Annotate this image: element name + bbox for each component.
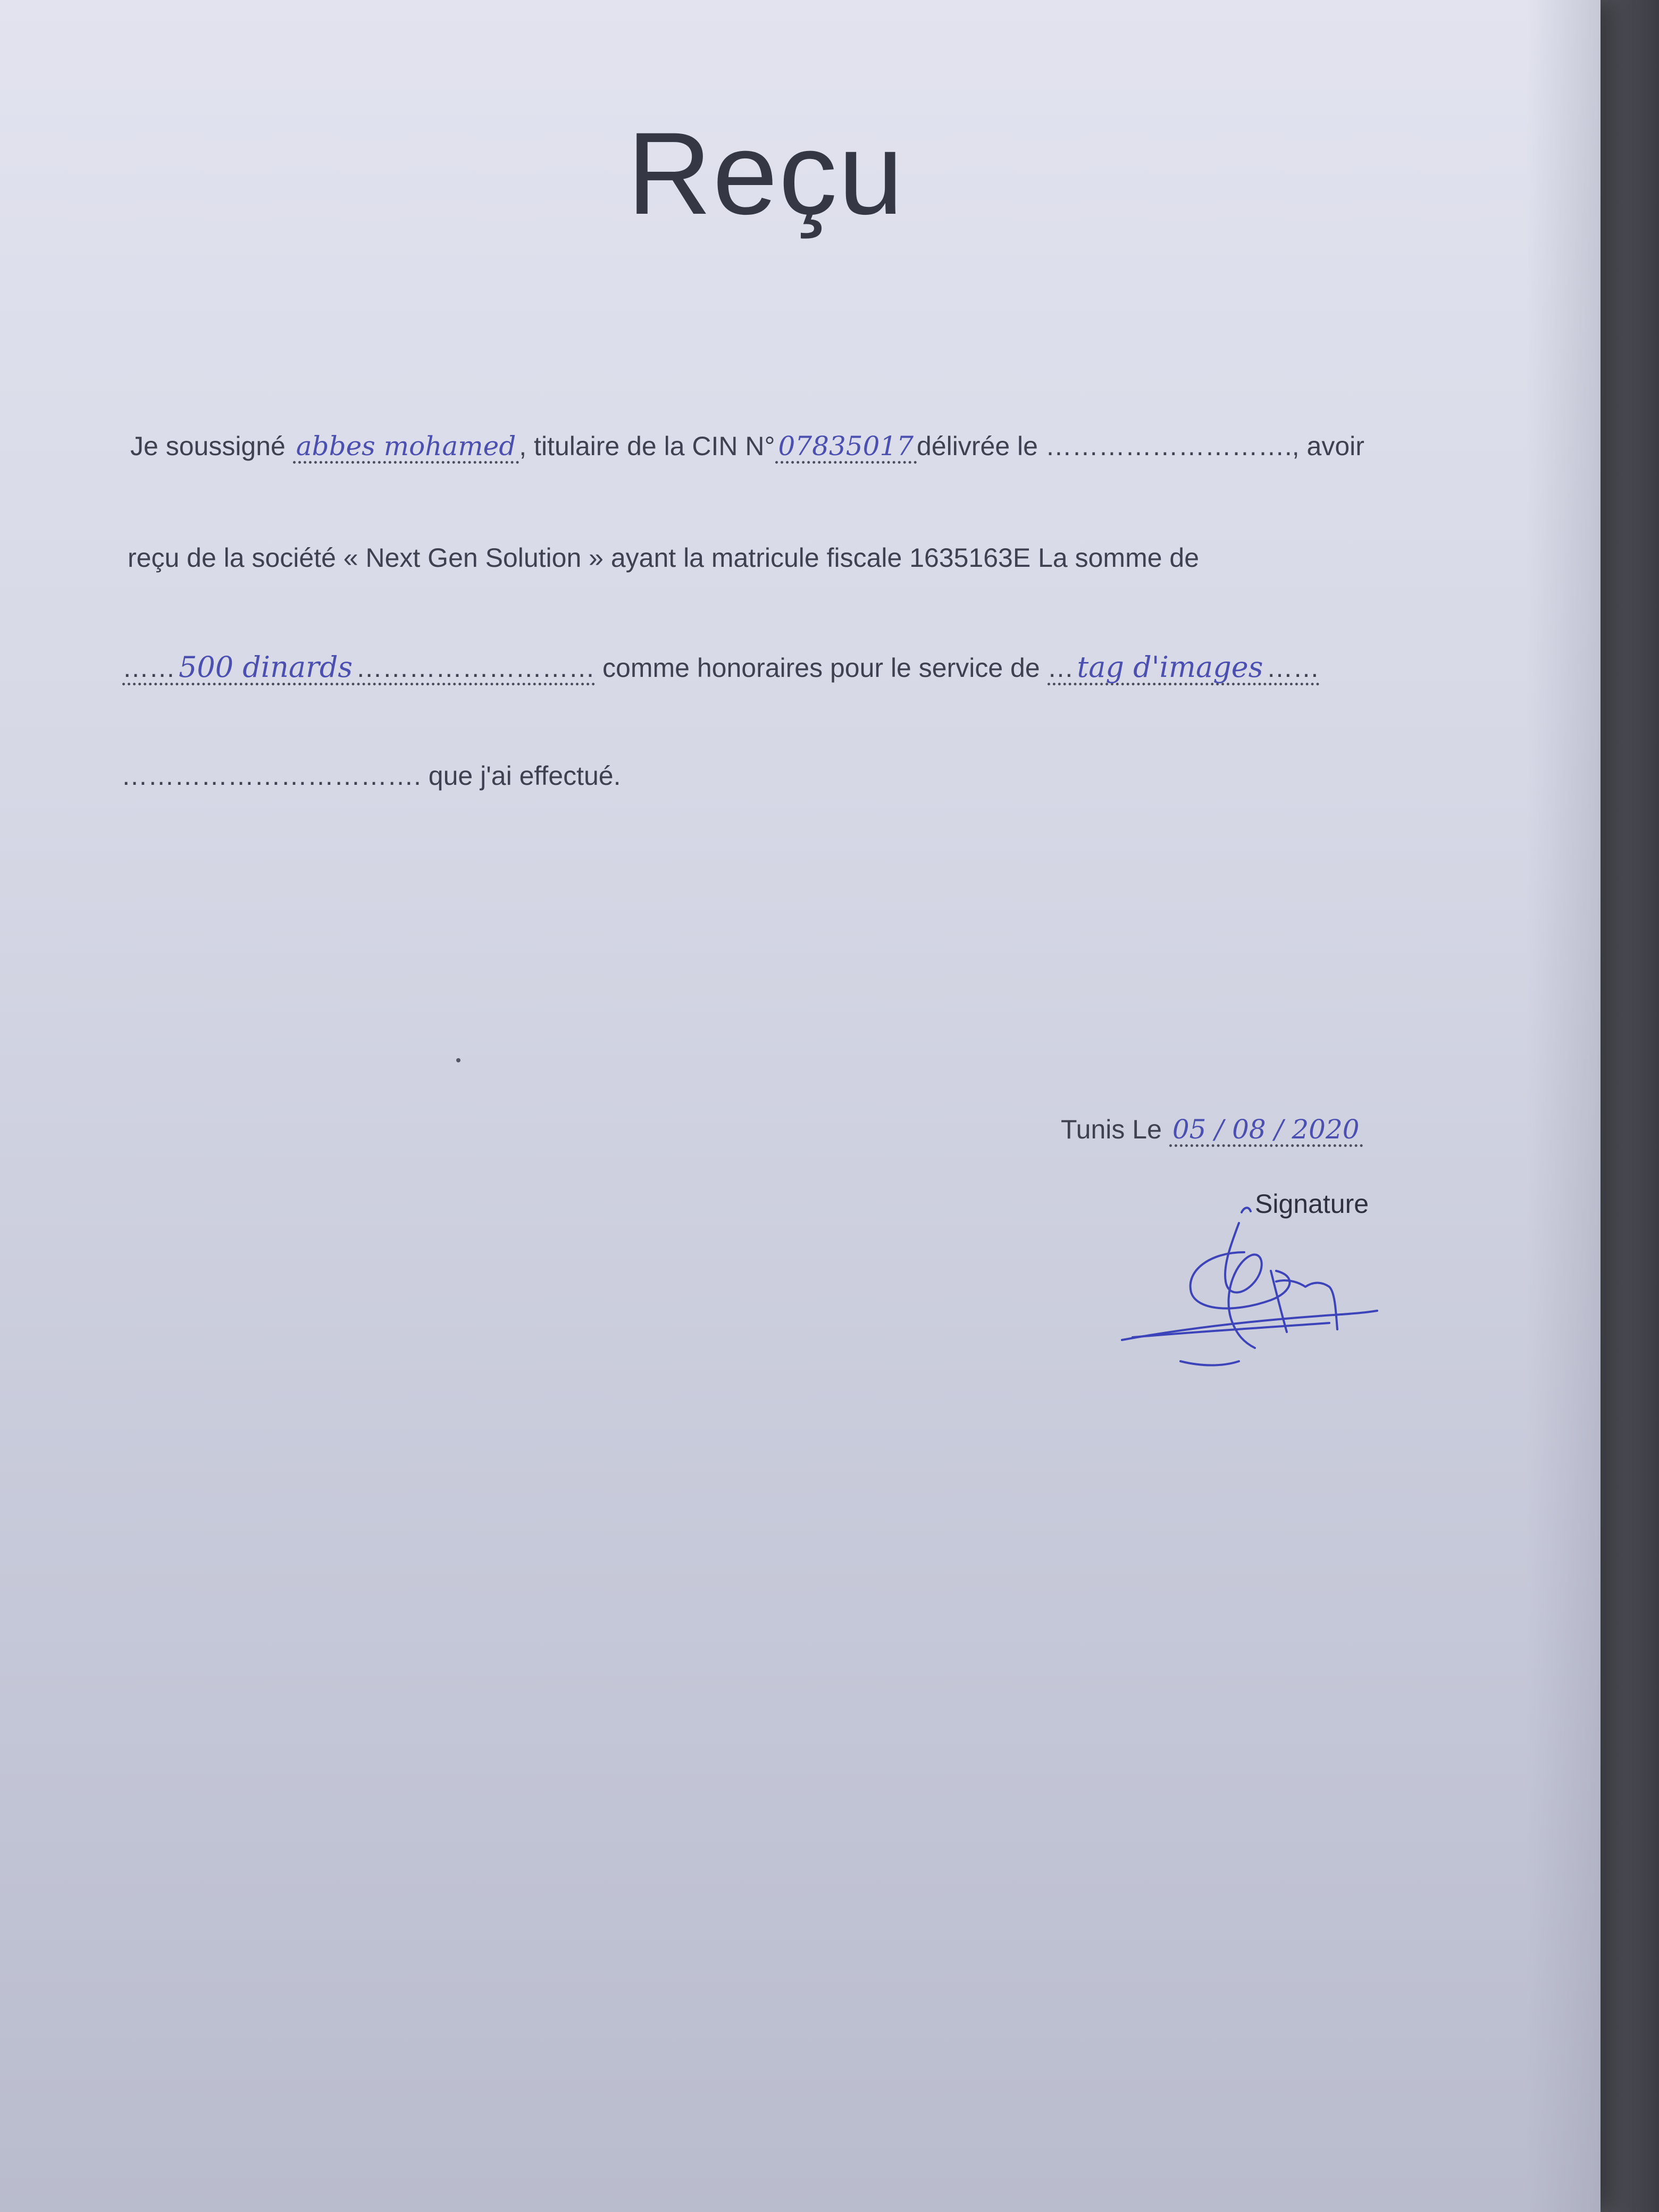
- line1-mid: , titulaire de la CIN N°: [519, 431, 775, 461]
- paper-speck: [456, 1058, 460, 1062]
- issue-date-blank: ……………………….: [1045, 431, 1292, 461]
- line-closing: [121, 760, 621, 791]
- date-line: [1061, 1114, 1363, 1147]
- line3-mid: comme honoraires pour le service de: [595, 653, 1048, 683]
- declarant-name-field: abbes mohamed: [293, 432, 520, 464]
- line4-text: que j'ai effectué.: [421, 761, 621, 791]
- paper-edge-shadow: [1526, 0, 1601, 2212]
- date-field: 05 / 08 / 2020: [1169, 1115, 1363, 1147]
- line4-blank: …………………………….: [121, 761, 421, 791]
- signature-label: Signature: [1255, 1189, 1369, 1219]
- line-amount: [122, 651, 1319, 685]
- date-prefix: Tunis Le: [1061, 1115, 1169, 1144]
- cin-number-field: 07835017: [775, 432, 917, 464]
- line1-prefix: Je soussigné: [130, 431, 293, 461]
- line-declarant: [130, 431, 1364, 464]
- amount-field: …… 500 dinards ………………………: [122, 651, 595, 685]
- line-company: reçu de la société « Next Gen Solution » ayant la matricule fiscale 1635163E La somme de: [128, 543, 1200, 573]
- handwritten-signature: [1117, 1202, 1393, 1377]
- service-handwritten: tag d'images: [1077, 650, 1263, 684]
- line1-suffix: , avoir: [1292, 431, 1364, 461]
- amount-handwritten: 500 dinards: [179, 650, 353, 684]
- line1-after-cin: délivrée le: [917, 431, 1045, 461]
- service-field: … tag d'images ……: [1048, 651, 1320, 685]
- document-title: Reçu: [627, 108, 904, 239]
